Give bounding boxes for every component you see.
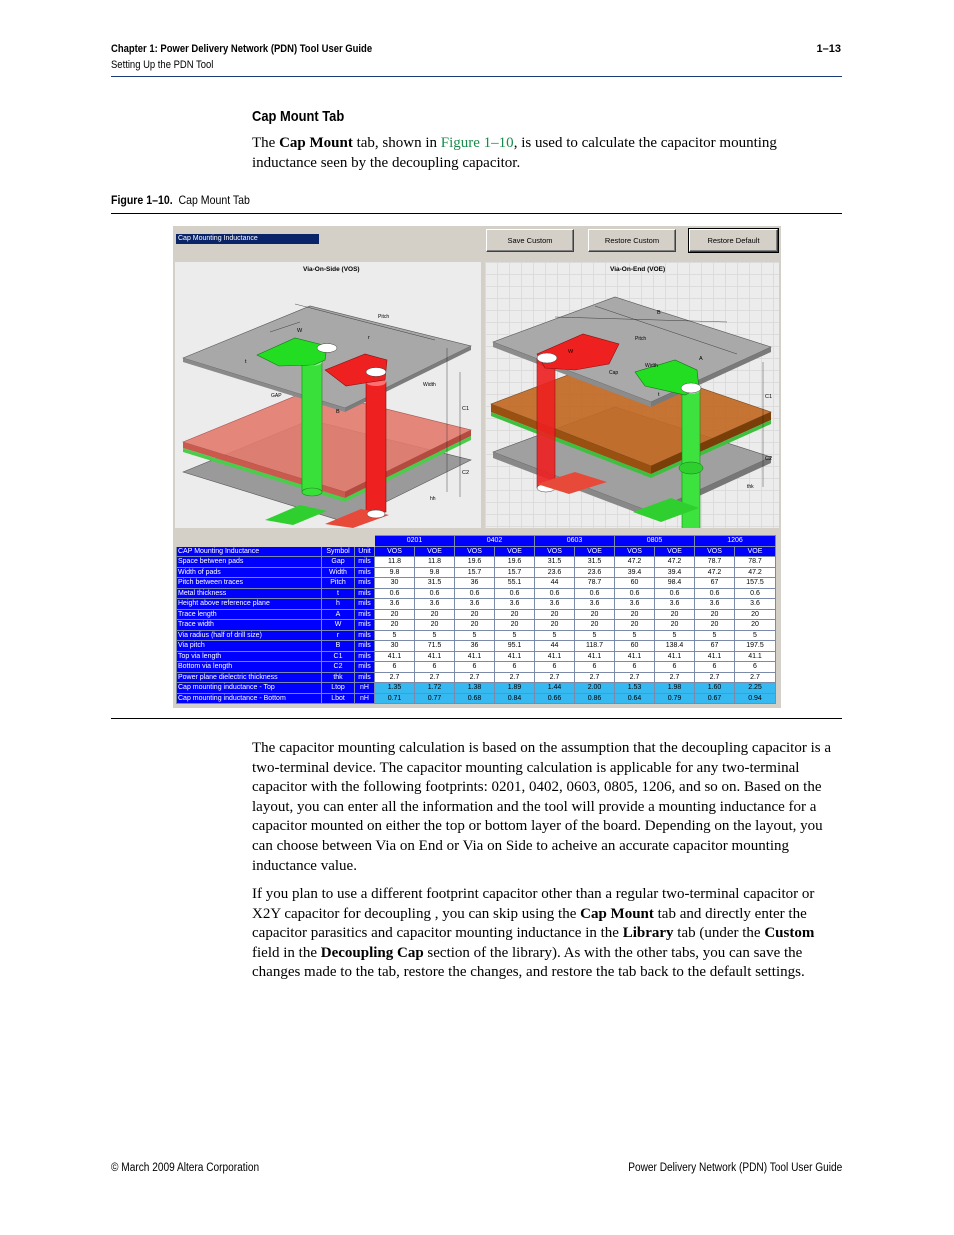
value-cell[interactable]: 41.1: [735, 651, 776, 662]
value-cell[interactable]: 0.6: [455, 588, 495, 599]
voe-label-c1: C1: [765, 394, 773, 400]
value-cell[interactable]: 5: [495, 630, 535, 641]
table-row: [177, 588, 776, 599]
voe-label-w: W: [568, 349, 574, 355]
vos-title: Via-On-Side (VOS): [303, 266, 360, 273]
value-cell[interactable]: 20: [495, 609, 535, 620]
value-cell[interactable]: 5: [615, 630, 655, 641]
value-cell[interactable]: 0.6: [575, 588, 615, 599]
value-cell[interactable]: 0.84: [495, 693, 535, 704]
value-cell[interactable]: 20: [455, 609, 495, 620]
value-cell[interactable]: 11.8: [375, 557, 415, 568]
row-label: Trace length: [177, 609, 322, 620]
row-symbol: Ltop: [322, 683, 355, 694]
table-row: [177, 651, 776, 662]
value-cell[interactable]: 3.6: [375, 599, 415, 610]
value-cell[interactable]: 20: [615, 609, 655, 620]
table-row: [177, 557, 776, 568]
value-cell[interactable]: 71.5: [415, 641, 455, 652]
row-label: Via pitch: [177, 641, 322, 652]
value-cell[interactable]: 2.7: [695, 672, 735, 683]
row-symbol: thk: [322, 672, 355, 683]
value-cell[interactable]: 6: [695, 662, 735, 673]
row-label: Trace width: [177, 620, 322, 631]
value-cell[interactable]: 0.66: [535, 693, 575, 704]
value-cell[interactable]: 1.35: [375, 683, 415, 694]
row-unit: mils: [355, 630, 375, 641]
footer-copyright: © March 2009 Altera Corporation: [111, 1162, 260, 1174]
value-cell[interactable]: 20: [695, 620, 735, 631]
value-cell[interactable]: 41.1: [695, 651, 735, 662]
value-cell[interactable]: 19.6: [495, 557, 535, 568]
value-cell[interactable]: 41.1: [415, 651, 455, 662]
value-cell[interactable]: 55.1: [495, 578, 535, 589]
value-cell[interactable]: 3.6: [535, 599, 575, 610]
value-cell[interactable]: 5: [535, 630, 575, 641]
value-cell[interactable]: 98.4: [655, 578, 695, 589]
table-row: [177, 630, 776, 641]
value-cell[interactable]: 0.94: [735, 693, 776, 704]
value-cell[interactable]: 60: [615, 578, 655, 589]
value-cell[interactable]: 36: [455, 578, 495, 589]
label-c1: C1: [462, 406, 470, 412]
cap-mount-table: [176, 535, 776, 704]
column-header: Symbol: [322, 546, 355, 557]
value-cell[interactable]: 6: [495, 662, 535, 673]
value-cell[interactable]: 138.4: [655, 641, 695, 652]
label-w: W: [297, 328, 303, 334]
value-cell[interactable]: 31.5: [535, 557, 575, 568]
value-cell[interactable]: 6: [575, 662, 615, 673]
value-cell[interactable]: 20: [455, 620, 495, 631]
section-title: Cap Mount Tab: [252, 108, 345, 125]
value-cell[interactable]: 1.38: [455, 683, 495, 694]
value-cell[interactable]: 1.89: [495, 683, 535, 694]
value-cell[interactable]: 5: [655, 630, 695, 641]
column-header: VOE: [655, 546, 695, 557]
value-cell[interactable]: 20: [735, 620, 776, 631]
value-cell[interactable]: 20: [535, 620, 575, 631]
voe-label-a: A: [699, 356, 703, 362]
value-cell[interactable]: 5: [455, 630, 495, 641]
value-cell[interactable]: 3.6: [455, 599, 495, 610]
value-cell[interactable]: 39.4: [655, 567, 695, 578]
vos-diagram: [175, 262, 481, 528]
value-cell[interactable]: 78.7: [575, 578, 615, 589]
value-cell[interactable]: 3.6: [655, 599, 695, 610]
footprint-header: 0603: [535, 536, 615, 547]
value-cell[interactable]: 1.60: [695, 683, 735, 694]
row-unit: nH: [355, 683, 375, 694]
label-b: B: [336, 409, 340, 415]
value-cell[interactable]: 1.72: [415, 683, 455, 694]
value-cell[interactable]: 5: [735, 630, 776, 641]
value-cell[interactable]: 2.7: [375, 672, 415, 683]
value-cell[interactable]: 20: [695, 609, 735, 620]
row-symbol: Pitch: [322, 578, 355, 589]
value-cell[interactable]: 6: [615, 662, 655, 673]
value-cell[interactable]: 19.6: [455, 557, 495, 568]
table-row: [177, 578, 776, 589]
row-unit: mils: [355, 651, 375, 662]
footprint-header: 1206: [695, 536, 776, 547]
row-symbol: B: [322, 641, 355, 652]
voe-label-c2: C2: [765, 456, 773, 462]
value-cell[interactable]: 20: [735, 609, 776, 620]
value-cell[interactable]: 23.6: [575, 567, 615, 578]
row-label: Width of pads: [177, 567, 322, 578]
value-cell[interactable]: 20: [655, 609, 695, 620]
column-header-row: [177, 546, 776, 557]
value-cell[interactable]: 3.6: [495, 599, 535, 610]
column-header: VOS: [695, 546, 735, 557]
row-unit: mils: [355, 599, 375, 610]
value-cell[interactable]: 41.1: [455, 651, 495, 662]
row-unit: nH: [355, 693, 375, 704]
value-cell[interactable]: 0.86: [575, 693, 615, 704]
value-cell[interactable]: 2.25: [735, 683, 776, 694]
value-cell[interactable]: 2.7: [455, 672, 495, 683]
value-cell[interactable]: 20: [535, 609, 575, 620]
value-cell[interactable]: 41.1: [615, 651, 655, 662]
label-width: Width: [423, 382, 436, 388]
voe-diagram: [485, 262, 779, 528]
value-cell[interactable]: 15.7: [495, 567, 535, 578]
value-cell[interactable]: 2.7: [495, 672, 535, 683]
row-unit: mils: [355, 567, 375, 578]
body-paragraph-2: If you plan to use a different footprint capacitor other than a regular two-terminal capacitor or X2Y capacitor for decoupling , you can skip using the Cap Mount tab and directly enter the capacitor parasitics and capacitor mounting inductance in the Library tab (under the Custom field in the Decoupling Cap section of the library). As with the other tabs, you can save the changes made to the tab, restore the changes, and restore the tab back to the default settings.: [252, 886, 815, 981]
voe-label-t: t: [658, 392, 660, 398]
value-cell[interactable]: 5: [415, 630, 455, 641]
voe-label-width: Width: [645, 363, 658, 369]
value-cell[interactable]: 6: [375, 662, 415, 673]
row-symbol: W: [322, 620, 355, 631]
value-cell[interactable]: 31.5: [575, 557, 615, 568]
body-paragraph-1: The capacitor mounting calculation is based on the assumption that the decoupling capacitor is a two-terminal device. The capacitor mounting calculation is applicable for any two-terminal capacitor with the following footprints: 0201, 0402, 0603, 0805, 1206, and so on. Based on the layout, you can enter all the information and the tool will provide a mounting inductance for a capacitor mounted on either the top or bottom layer of the board. Depending on the layout, you can choose between Via on End or Via on Side to acheive an accurate capacitor mounting inductance value.: [252, 740, 831, 874]
value-cell[interactable]: 41.1: [655, 651, 695, 662]
row-label: Space between pads: [177, 557, 322, 568]
label-r: r: [368, 335, 370, 341]
value-cell[interactable]: 5: [375, 630, 415, 641]
restore-default-button[interactable]: Restore Default: [689, 229, 778, 252]
value-cell[interactable]: 3.6: [615, 599, 655, 610]
column-header: VOS: [375, 546, 415, 557]
value-cell[interactable]: 3.6: [735, 599, 776, 610]
column-header: VOE: [415, 546, 455, 557]
row-label: Cap mounting inductance - Bottom: [177, 693, 322, 704]
cap-mount-screenshot: [173, 226, 781, 708]
table-row: [177, 620, 776, 631]
table-row: [177, 641, 776, 652]
column-header: VOS: [535, 546, 575, 557]
row-label: Via radius (half of drill size): [177, 630, 322, 641]
value-cell[interactable]: 23.6: [535, 567, 575, 578]
row-symbol: Lbot: [322, 693, 355, 704]
value-cell[interactable]: 0.64: [615, 693, 655, 704]
value-cell[interactable]: 31.5: [415, 578, 455, 589]
value-cell[interactable]: 41.1: [575, 651, 615, 662]
voe-label-pitch: Pitch: [635, 336, 647, 342]
value-cell[interactable]: 20: [655, 620, 695, 631]
row-unit: mils: [355, 578, 375, 589]
value-cell[interactable]: 0.6: [695, 588, 735, 599]
value-cell[interactable]: 44: [535, 578, 575, 589]
value-cell[interactable]: 6: [735, 662, 776, 673]
result-row: [177, 693, 776, 704]
value-cell[interactable]: 20: [615, 620, 655, 631]
value-cell[interactable]: 2.7: [575, 672, 615, 683]
value-cell[interactable]: 0.6: [375, 588, 415, 599]
value-cell[interactable]: 6: [455, 662, 495, 673]
value-cell[interactable]: 67: [695, 641, 735, 652]
value-cell[interactable]: 15.7: [455, 567, 495, 578]
footprint-header: 0201: [375, 536, 455, 547]
column-header: VOE: [735, 546, 776, 557]
row-unit: mils: [355, 620, 375, 631]
value-cell[interactable]: 60: [615, 641, 655, 652]
value-cell[interactable]: 3.6: [695, 599, 735, 610]
row-symbol: Gap: [322, 557, 355, 568]
figure-bottom-rule: [111, 718, 842, 719]
value-cell[interactable]: 67: [695, 578, 735, 589]
value-cell[interactable]: 0.6: [655, 588, 695, 599]
row-unit: mils: [355, 641, 375, 652]
footprint-header: 0805: [615, 536, 695, 547]
value-cell[interactable]: 47.2: [655, 557, 695, 568]
figure-link[interactable]: Figure 1–10: [440, 135, 514, 151]
voe-label-cap: Cap: [609, 370, 619, 376]
value-cell[interactable]: 3.6: [415, 599, 455, 610]
label-hh: hh: [430, 496, 436, 502]
row-unit: mils: [355, 662, 375, 673]
voe-title: Via-On-End (VOE): [610, 266, 666, 273]
save-custom-button[interactable]: Save Custom: [486, 229, 574, 252]
column-header: Unit: [355, 546, 375, 557]
value-cell[interactable]: 39.4: [615, 567, 655, 578]
value-cell[interactable]: 0.77: [415, 693, 455, 704]
figure-caption: Figure 1–10. Cap Mount Tab: [111, 193, 250, 207]
value-cell[interactable]: 118.7: [575, 641, 615, 652]
value-cell[interactable]: 47.2: [615, 557, 655, 568]
table-row: [177, 609, 776, 620]
value-cell[interactable]: 0.68: [455, 693, 495, 704]
column-header: VOS: [615, 546, 655, 557]
value-cell[interactable]: 197.5: [735, 641, 776, 652]
value-cell[interactable]: 0.6: [495, 588, 535, 599]
label-c2: C2: [462, 470, 470, 476]
value-cell[interactable]: 20: [575, 609, 615, 620]
value-cell[interactable]: 1.98: [655, 683, 695, 694]
value-cell[interactable]: 5: [575, 630, 615, 641]
table-row: [177, 599, 776, 610]
value-cell[interactable]: 11.8: [415, 557, 455, 568]
value-cell[interactable]: 0.67: [695, 693, 735, 704]
row-symbol: h: [322, 599, 355, 610]
label-gap: GAP: [271, 393, 282, 399]
value-cell[interactable]: 1.44: [535, 683, 575, 694]
footer-title: Power Delivery Network (PDN) Tool User Guide: [627, 1162, 842, 1174]
table-row: [177, 567, 776, 578]
value-cell[interactable]: 9.8: [375, 567, 415, 578]
row-unit: mils: [355, 588, 375, 599]
value-cell[interactable]: 2.7: [615, 672, 655, 683]
value-cell[interactable]: 20: [415, 620, 455, 631]
value-cell[interactable]: 5: [695, 630, 735, 641]
value-cell[interactable]: 41.1: [495, 651, 535, 662]
header-rule: [111, 76, 842, 77]
value-cell[interactable]: 2.7: [655, 672, 695, 683]
value-cell[interactable]: 20: [375, 609, 415, 620]
value-cell[interactable]: 20: [375, 620, 415, 631]
row-symbol: C1: [322, 651, 355, 662]
row-unit: mils: [355, 672, 375, 683]
intro-paragraph: The Cap Mount tab, shown in Figure 1–10, is used to calculate the capacitor mounting inductance seen by the decoupling capacitor.: [252, 135, 777, 171]
value-cell[interactable]: 20: [495, 620, 535, 631]
row-label: Metal thickness: [177, 588, 322, 599]
value-cell[interactable]: 3.6: [575, 599, 615, 610]
row-label: Height above reference plane: [177, 599, 322, 610]
row-unit: mils: [355, 609, 375, 620]
row-label: Power plane dielectric thickness: [177, 672, 322, 683]
value-cell[interactable]: 2.7: [735, 672, 776, 683]
row-symbol: r: [322, 630, 355, 641]
table-row: [177, 672, 776, 683]
value-cell[interactable]: 0.71: [375, 693, 415, 704]
voe-label-thk: thk: [747, 484, 754, 490]
value-cell[interactable]: 0.6: [415, 588, 455, 599]
row-symbol: Width: [322, 567, 355, 578]
value-cell[interactable]: 2.00: [575, 683, 615, 694]
row-label: Cap mounting inductance - Top: [177, 683, 322, 694]
value-cell[interactable]: 47.2: [695, 567, 735, 578]
running-header-chapter: Chapter 1: Power Delivery Network (PDN) Tool User Guide: [111, 43, 373, 55]
value-cell[interactable]: 6: [655, 662, 695, 673]
label-pitch: Pitch: [378, 314, 390, 320]
column-header: CAP Mounting Inductance: [177, 546, 322, 557]
value-cell[interactable]: 157.5: [735, 578, 776, 589]
row-label: Bottom via length: [177, 662, 322, 673]
row-symbol: t: [322, 588, 355, 599]
value-cell[interactable]: 2.7: [415, 672, 455, 683]
page-number: 1–13: [816, 43, 841, 55]
row-symbol: C2: [322, 662, 355, 673]
value-cell[interactable]: 30: [375, 641, 415, 652]
value-cell[interactable]: 9.8: [415, 567, 455, 578]
running-header-section: Setting Up the PDN Tool: [111, 59, 214, 71]
row-label: Pitch between traces: [177, 578, 322, 589]
value-cell[interactable]: 0.6: [615, 588, 655, 599]
value-cell[interactable]: 20: [575, 620, 615, 631]
value-cell[interactable]: 30: [375, 578, 415, 589]
value-cell[interactable]: 0.79: [655, 693, 695, 704]
row-symbol: A: [322, 609, 355, 620]
value-cell[interactable]: 41.1: [535, 651, 575, 662]
value-cell[interactable]: 6: [415, 662, 455, 673]
value-cell[interactable]: 78.7: [695, 557, 735, 568]
value-cell[interactable]: 44: [535, 641, 575, 652]
value-cell[interactable]: 6: [535, 662, 575, 673]
row-label: Top via length: [177, 651, 322, 662]
column-header: VOE: [575, 546, 615, 557]
value-cell[interactable]: 1.53: [615, 683, 655, 694]
figure-top-rule: [111, 213, 842, 214]
label-t: t: [245, 359, 247, 365]
value-cell[interactable]: 95.1: [495, 641, 535, 652]
value-cell[interactable]: 41.1: [375, 651, 415, 662]
column-header: VOE: [495, 546, 535, 557]
voe-label-b: B: [657, 310, 661, 316]
value-cell[interactable]: 2.7: [535, 672, 575, 683]
footprint-header: 0402: [455, 536, 535, 547]
row-unit: mils: [355, 557, 375, 568]
panel-title: Cap Mounting Inductance: [176, 234, 319, 244]
value-cell[interactable]: 20: [415, 609, 455, 620]
restore-custom-button[interactable]: Restore Custom: [588, 229, 676, 252]
value-cell[interactable]: 78.7: [735, 557, 776, 568]
value-cell[interactable]: 36: [455, 641, 495, 652]
value-cell[interactable]: 0.6: [535, 588, 575, 599]
column-header: VOS: [455, 546, 495, 557]
table-row: [177, 662, 776, 673]
result-row: [177, 683, 776, 694]
value-cell[interactable]: 0.6: [735, 588, 776, 599]
value-cell[interactable]: 47.2: [735, 567, 776, 578]
